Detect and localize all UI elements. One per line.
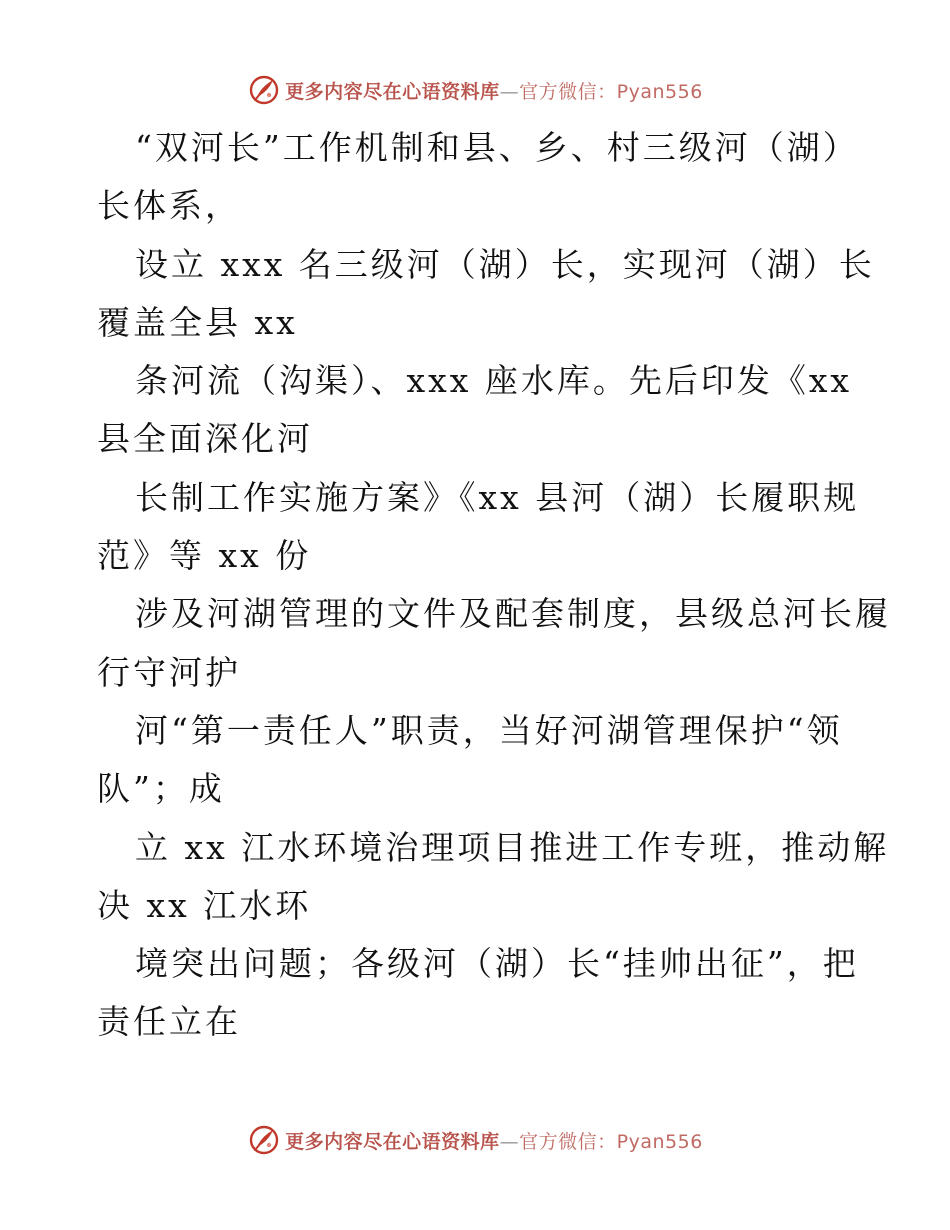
body-line: 设立 xxx 名三级河（湖）长，实现河（湖）长 [135,244,875,284]
quill-pen-logo-icon [247,73,281,107]
body-line: 覆盖全县 xx [97,302,298,342]
quill-pen-logo-icon [247,1123,281,1157]
body-line: 县全面深化河 [97,419,313,459]
body-line: 立 xx 江水环境治理项目推进工作专班，推动解 [135,827,890,867]
body-line: 境突出问题；各级河（湖）长“挂帅出征”，把 [135,944,859,984]
body-line: 决 xx 江水环 [97,885,312,925]
body-line: 长体系， [97,186,241,226]
footer-banner-wechat: 官方微信：Pyan556 [519,1130,703,1153]
header-banner-separator: — [499,80,520,103]
body-line: 队”；成 [97,769,225,809]
header-banner [0,70,950,110]
header-banner-brand: 更多内容尽在心语资料库 [285,80,500,103]
body-line: 涉及河湖管理的文件及配套制度，县级总河长履 [135,594,891,634]
footer-banner-text [285,1127,703,1154]
body-line: 长制工作实施方案》《xx 县河（湖）长履职规 [135,477,860,517]
header-banner-wechat: 官方微信：Pyan556 [519,80,703,103]
body-line: 条河流（沟渠）、xxx 座水库。先后印发《xx [135,361,853,401]
body-line: 河“第一责任人”职责，当好河湖管理保护“领 [135,710,843,750]
footer-banner-brand: 更多内容尽在心语资料库 [285,1130,500,1153]
body-line: “双河长”工作机制和县、乡、村三级河（湖） [135,128,859,167]
footer-banner [0,1120,950,1160]
body-line: 范》等 xx 份 [97,536,312,576]
footer-banner-separator: — [499,1130,520,1153]
document-body [97,119,891,1052]
body-line: 责任立在 [97,1002,241,1042]
header-banner-text [285,77,703,104]
body-line: 行守河护 [97,652,241,692]
